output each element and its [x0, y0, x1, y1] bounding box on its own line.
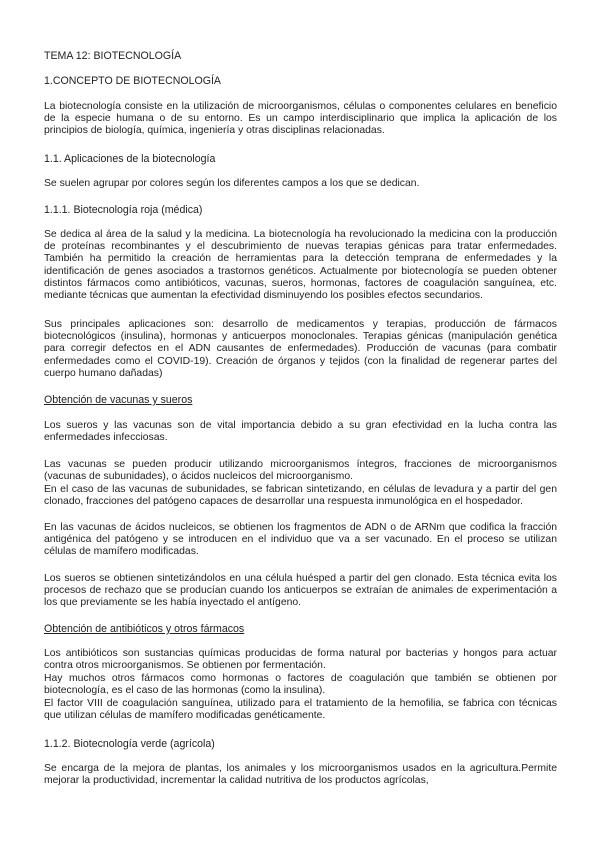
section-heading-green-biotech: 1.1.2. Biotecnología verde (agrícola) [44, 738, 215, 750]
vaccines-paragraph-2: En el caso de las vacunas de subunidades, se fabrican sintetizando, en células de levadura y a partir del gen clonado, fracciones del patógeno capaces de desarrollar una respuesta inmunológica en el hospedador. [44, 484, 557, 508]
concept-paragraph: La biotecnología consiste en la utilización de microorganismos, células o componentes celulares en beneficio de la especie humana o de su entorno. Es un campo interdisciplinario que implica la aplicación de los principios de biología, química, ingeniería y otras disciplinas relacionadas. [44, 101, 557, 137]
subsection-heading-vaccines: Obtención de vacunas y sueros [44, 394, 193, 406]
document-title: TEMA 12: BIOTECNOLOGÍA [44, 50, 182, 62]
section-heading-applications: 1.1. Aplicaciones de la biotecnología [44, 153, 216, 165]
vaccines-paragraph-3: En las vacunas de ácidos nucleicos, se obtienen los fragmentos de ADN o de ARNm que codifica la fracción antigénica del patógeno y se introducen en el individuo que va a ser vacunado. En el proceso se utilizan células de mamífero modificadas. [44, 522, 557, 558]
green-biotech-paragraph: Se encarga de la mejora de plantas, los animales y los microorganismos usados en la agricultura.Permite mejorar la productividad, incrementar la calidad nutritiva de los productos agrícolas, [44, 763, 557, 787]
red-biotech-paragraph-1: Se dedica al área de la salud y la medicina. La biotecnología ha revolucionado la medicina con la producción de proteínas recombinantes y el descubrimiento de nuevas terapias génicas para tratar enfermedades. También ha permitido la creación de herramientas para la detección temprana de enfermedades y la identificación de genes asociados a trastornos genéticos. Actualmente por biotecnología se pueden obtener distintos fármacos como antibióticos, vacunas, sueros, hormonas, factores de coagulación sanguínea, etc. mediante técnicas que aumentan la efectividad disminuyendo los posibles efectos secundarios. [44, 229, 557, 302]
serums-paragraph: Los sueros se obtienen sintetizándolos en una célula huésped a partir del gen clonado. Esta técnica evita los procesos de rechazo que se producían cuando los anticuerpos se extraían de animales de experimentación a los que previamente se les había inyectado el antígeno. [44, 573, 557, 609]
antibiotics-paragraph-2: Hay muchos otros fármacos como hormonas o factores de coagulación que también se obtienen por biotecnología, es el caso de las hormonas (como la insulina). [44, 673, 557, 697]
vaccines-intro-paragraph: Los sueros y las vacunas son de vital importancia debido a su gran efectividad en la lucha contra las enfermedades infecciosas. [44, 420, 557, 444]
antibiotics-paragraph-1: Los antibióticos son sustancias químicas producidas de forma natural por bacterias y hongos para actuar contra otros microorganismos. Se obtienen por fermentación. [44, 648, 557, 672]
applications-paragraph: Se suelen agrupar por colores según los diferentes campos a los que se dedican. [44, 178, 420, 189]
section-heading-red-biotech: 1.1.1. Biotecnología roja (médica) [44, 204, 203, 216]
section-heading-concept: 1.CONCEPTO DE BIOTECNOLOGÍA [44, 75, 221, 87]
antibiotics-paragraph-3: El factor VIII de coagulación sanguínea, utilizado para el tratamiento de la hemofilia, se fabrica con técnicas que utilizan células de mamífero modificadas genéticamente. [44, 698, 557, 722]
red-biotech-paragraph-2: Sus principales aplicaciones son: desarrollo de medicamentos y terapias, producción de fármacos biotecnológicos (insulina), hormonas y anticuerpos monoclonales. Terapias génicas (manipulación genética para corregir defectos en el ADN causantes de enfermedades). Producción de vacunas (para combatir enfermedades como el COVID-19). Creación de órganos y tejidos (con la finalidad de regenerar partes del cuerpo humano dañadas) [44, 319, 557, 379]
vaccines-paragraph-1: Las vacunas se pueden producir utilizando microorganismos íntegros, fracciones de microorganismos (vacunas de subunidades), o ácidos nucleicos del microorganismo. [44, 459, 557, 483]
subsection-heading-antibiotics: Obtención de antibióticos y otros fármacos [44, 623, 245, 635]
